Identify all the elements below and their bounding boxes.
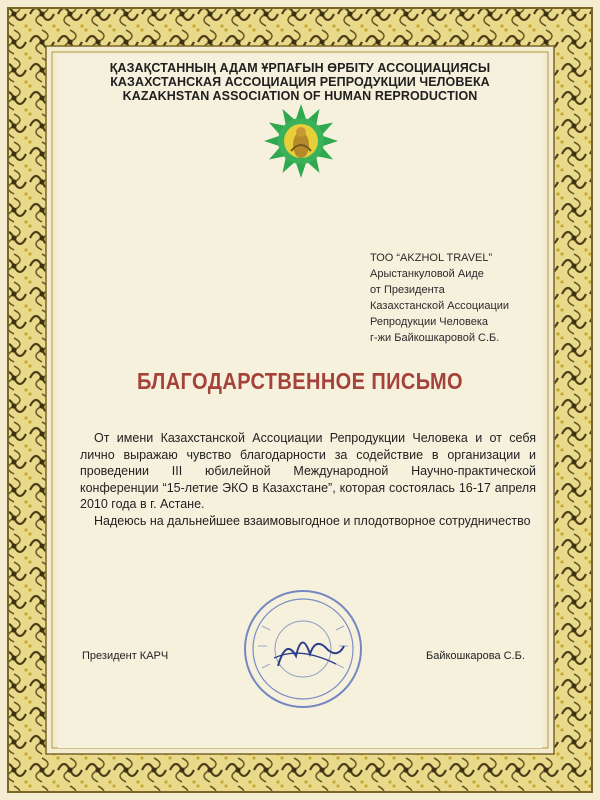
recipient-line: Казахстанской Ассоциации (370, 300, 510, 312)
signature-right-name: Байкошкарова С.Б. (426, 650, 525, 662)
recipient-block (370, 250, 509, 346)
recipient-line: Арыстанкуловой Аиде (370, 268, 484, 280)
body-paragraph: От имени Казахстанской Ассоциации Репродукции Человека и от себя лично выражаю чувство благодарности за содействие в организации и проведении III юбилейной Международной Научно-практической конференции “15-летие ЭКО в Казахстане”, которая состоялась 16-17 апреля 2010 года в г. Астане. (80, 431, 536, 511)
signature-left-label: Президент КАРЧ (82, 650, 169, 662)
recipient-line: г-жи Байкошкаровой С.Б. (370, 332, 500, 344)
recipient-line: от Президента (370, 284, 445, 296)
header-russian: КАЗАХСТАНСКАЯ АССОЦИАЦИЯ РЕПРОДУКЦИИ ЧЕЛОВЕКА (110, 75, 490, 89)
header-english: KAZAKHSTAN ASSOCIATION OF HUMAN REPRODUCTION (122, 89, 478, 103)
body-paragraph: Надеюсь на дальнейшее взаимовыгодное и плодотворное сотрудничество (94, 513, 531, 528)
letter-body (80, 430, 536, 529)
recipient-line: Репродукции Человека (370, 316, 489, 328)
recipient-line: ТОО “AKZHOL TRAVEL” (370, 252, 493, 264)
official-stamp-icon (240, 586, 366, 712)
association-logo-icon (263, 103, 339, 179)
header-kazakh: ҚАЗАҚСТАННЫҢ АДАМ ҰРПАҒЫН ӨРБІТУ АССОЦИАЦИЯСЫ (109, 61, 491, 75)
letter-title: БЛАГОДАРСТВЕННОЕ ПИСЬМО (136, 369, 464, 395)
